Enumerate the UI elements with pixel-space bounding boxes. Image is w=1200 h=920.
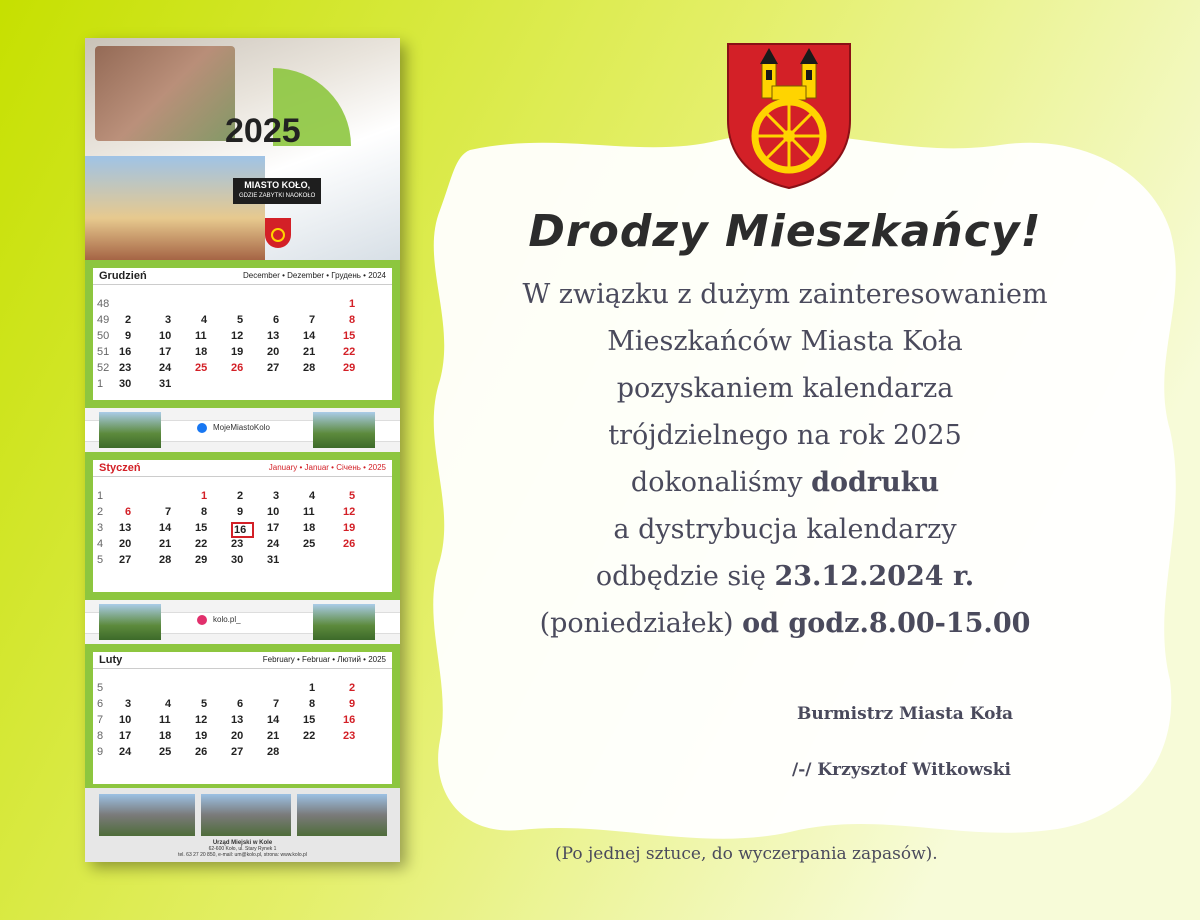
distribution-date: 23.12.2024 r.	[774, 561, 975, 592]
calendar-header	[85, 38, 400, 260]
coat-of-arms-icon	[724, 40, 854, 190]
distribution-hours: od godz.8.00-15.00	[742, 608, 1031, 639]
announcement-body	[470, 271, 1100, 647]
month-name: Luty	[99, 654, 123, 666]
month-intl: January • Januar • Січень • 2025	[268, 463, 386, 472]
museum-photo	[313, 412, 375, 448]
building-photo	[99, 794, 195, 836]
month-december	[85, 260, 400, 408]
day-grid: 5 1 2 6 3 4 5 6 7 8 9 7 10 11 12 13 14 15 16 8 17 18 19 20 21 22 23 9 24 25 26 27 28	[97, 682, 356, 758]
body-line-6: a dystrybucja kalendarzy	[613, 514, 957, 545]
wall-calendar	[85, 38, 400, 862]
motto-sub: GDZIE ZABYTKI NAOKOŁO	[239, 193, 316, 199]
river-photo	[99, 604, 161, 640]
house-photo	[201, 794, 291, 836]
instagram-icon	[197, 615, 207, 625]
instagram-strip	[85, 600, 400, 644]
body-line-8: (poniedziałek) od godz.8.00-15.00	[539, 608, 1031, 639]
office-address: 62-600 Koło, ul. Stary Rynek 1	[208, 846, 277, 852]
announcement	[470, 206, 1100, 647]
office-contact: tel. 63 27 20 850, e-mail: um@kolo.pl, strona: www.kolo.pl	[178, 852, 307, 858]
body-line-4: trójdzielnego na rok 2025	[608, 420, 962, 451]
day-grid: 1 1 2 3 4 5 2 6 7 8 9 10 11 12 3 13 14 15 16 17 18 19 4 20 21 22 23 24 25 26 5 27 28 29 30 31	[97, 490, 356, 566]
month-january	[85, 452, 400, 600]
castle-ruins-photo	[95, 46, 235, 141]
month-name: Grudzień	[99, 270, 147, 282]
calendar-footer	[85, 788, 400, 862]
reprint-emphasis: dodruku	[811, 467, 940, 498]
day-grid: 48 1 49 2 3 4 5 6 7 8 50 9 10 11 12 13 14 15 51 16 17 18 19 20 21 22 52 23 24 25 26 27 28 29 1 30 31	[97, 298, 356, 390]
office-info	[85, 840, 400, 858]
calendar-year: 2025	[225, 112, 301, 150]
garden-photo	[297, 794, 387, 836]
body-line-2: Mieszkańców Miasta Koła	[607, 326, 963, 357]
gazebo-photo	[313, 604, 375, 640]
signature-title: Burmistrz Miasta Koła	[797, 704, 1014, 724]
church-photo	[85, 156, 265, 260]
motto-main: MIASTO KOŁO,	[244, 180, 311, 190]
body-line-5: dokonaliśmy dodruku	[630, 467, 940, 498]
month-intl: December • Dezember • Грудень • 2024	[242, 271, 386, 280]
facebook-icon	[197, 423, 207, 433]
month-february	[85, 644, 400, 792]
signature-name: /-/ Krzysztof Witkowski	[792, 760, 1011, 780]
body-line-7: odbędzie się 23.12.2024 r.	[595, 561, 975, 592]
footnote: (Po jednej sztuce, do wyczerpania zapasów).	[555, 844, 938, 864]
instagram-link[interactable]: kolo.pl_	[197, 615, 241, 625]
body-line-1: W związku z dużym zainteresowaniem	[522, 279, 1048, 310]
office-name: Urząd Miejski w Kole	[212, 840, 273, 846]
greeting: Drodzy Mieszkańcy!	[528, 206, 1042, 257]
body-line-3: pozyskaniem kalendarza	[616, 373, 954, 404]
month-name: Styczeń	[99, 462, 141, 474]
park-photo	[99, 412, 161, 448]
city-motto	[233, 178, 321, 204]
facebook-strip	[85, 408, 400, 452]
mini-crest-icon	[265, 218, 291, 248]
month-intl: February • Februar • Лютий • 2025	[262, 655, 386, 664]
facebook-link[interactable]: MojeMiastoKolo	[197, 423, 270, 433]
